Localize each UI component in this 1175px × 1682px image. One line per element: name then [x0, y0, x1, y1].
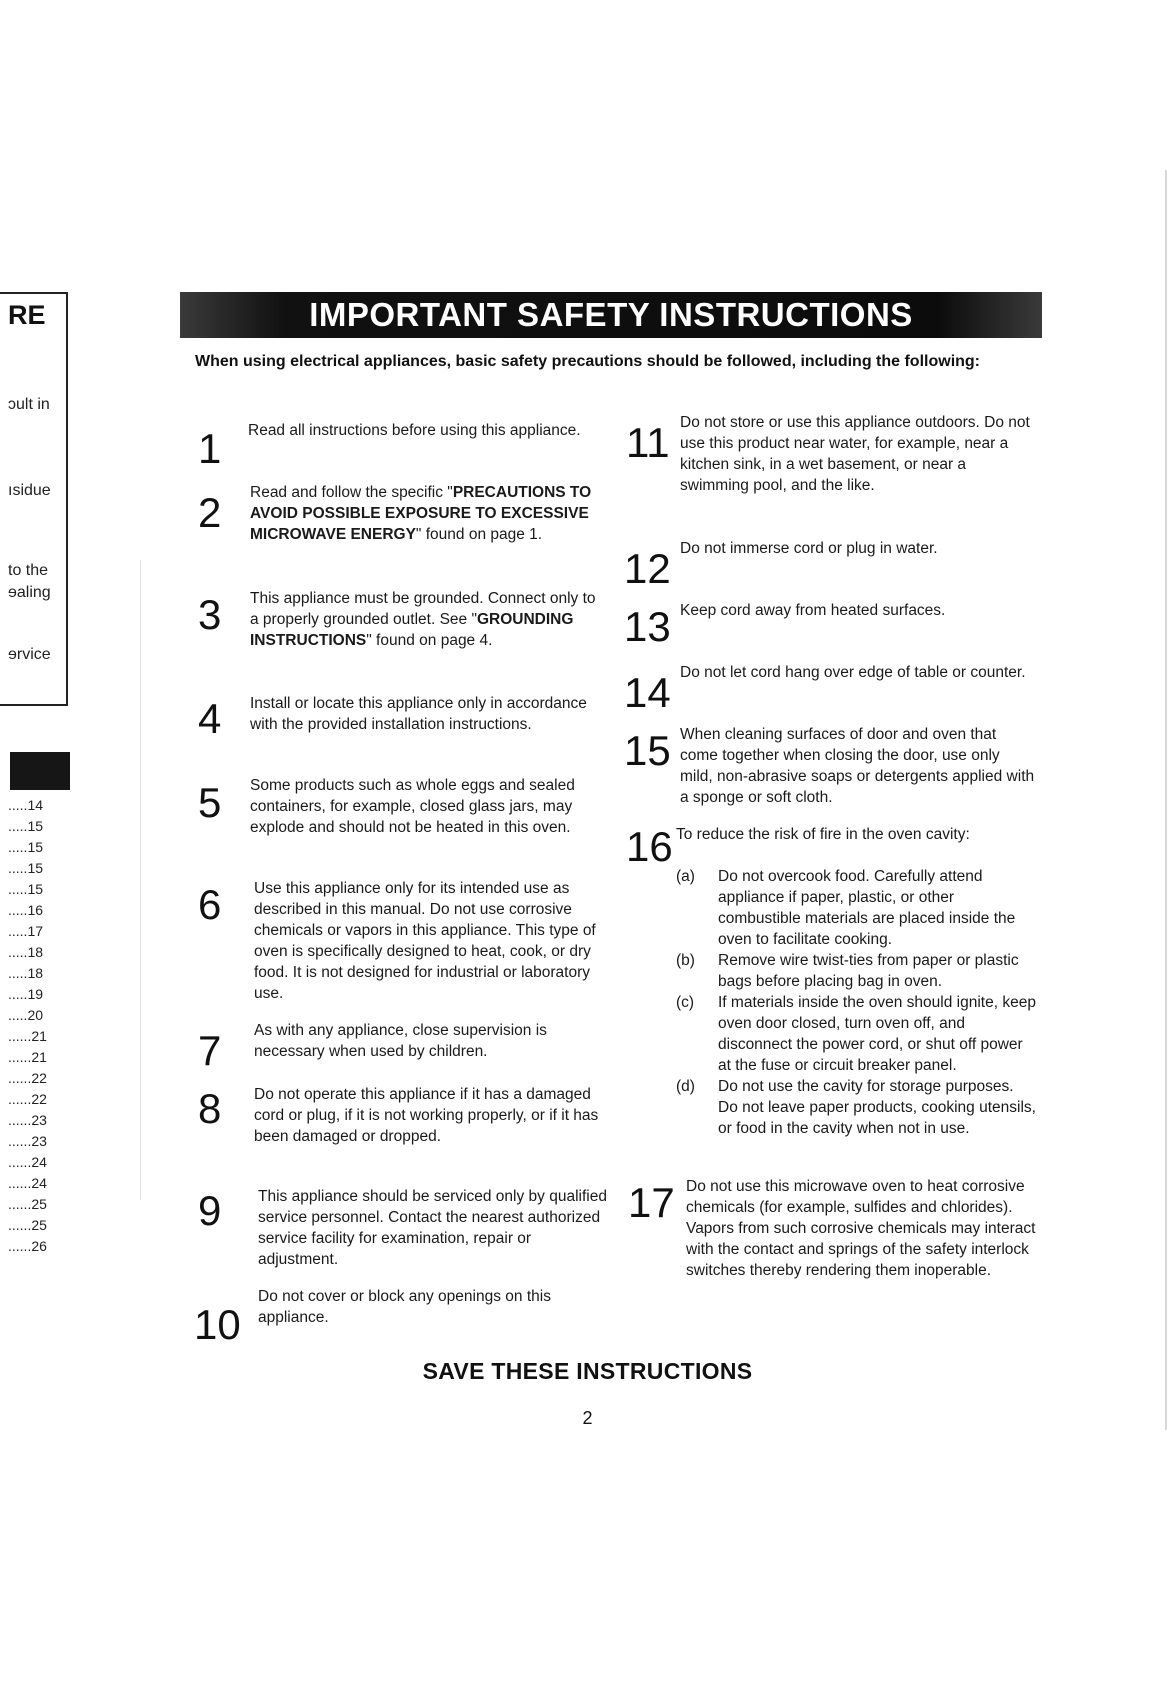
- toc-page: .....20: [8, 1007, 44, 1023]
- fragment-line: to the: [8, 562, 49, 579]
- toc-page: ......21: [8, 1049, 47, 1065]
- toc-page: ......22: [8, 1091, 47, 1107]
- instruction-number: 12: [624, 545, 671, 592]
- instruction-text: Do not cover or block any openings on this appliance.: [258, 1288, 551, 1326]
- sub-item-text: Remove wire twist-ties from paper or plastic bags before placing bag in oven.: [718, 952, 1019, 990]
- fragment-line: ısidue: [8, 482, 51, 499]
- instruction-number: 5: [198, 779, 222, 826]
- instruction-text: Read and follow the specific "PRECAUTIONS TO AVOID POSSIBLE EXPOSURE TO EXCESSIVE MICROWAVE ENERGY" found on page 1.: [250, 484, 592, 543]
- instruction-number: 9: [198, 1187, 222, 1234]
- sub-item-text: Do not overcook food. Carefully attend appliance if paper, plastic, or other combustible materials are placed inside the oven to facilitate cooking.: [718, 868, 1016, 948]
- sub-item-label: (c): [676, 994, 695, 1011]
- toc-page: .....19: [8, 986, 44, 1002]
- fragment-toc-page-list: [8, 795, 47, 1257]
- toc-page: .....14: [8, 797, 44, 813]
- toc-page: .....18: [8, 965, 44, 981]
- fragment-line: ɘrvice: [8, 646, 51, 663]
- toc-page: ......24: [8, 1175, 47, 1191]
- instruction-text: Do not store or use this appliance outdoors. Do not use this product near water, for example, near a kitchen sink, in a wet basement, or near a swimming pool, and the like.: [680, 414, 1030, 494]
- instruction-number: 15: [624, 727, 671, 774]
- sub-item-label: (b): [676, 952, 695, 969]
- instruction-text: To reduce the risk of fire in the oven cavity:: [676, 826, 970, 843]
- instruction-number: 16: [626, 823, 673, 870]
- instruction-number: 13: [624, 603, 671, 650]
- instruction-number: 17: [628, 1179, 675, 1226]
- toc-page: .....15: [8, 881, 44, 897]
- title-banner: [180, 292, 1042, 338]
- sub-item-label: (a): [676, 868, 695, 885]
- scan-edge-artifact: [1165, 170, 1167, 1430]
- toc-page: .....15: [8, 818, 44, 834]
- fragment-line: ɔult in: [8, 396, 50, 413]
- page-title: IMPORTANT SAFETY INSTRUCTIONS: [309, 296, 913, 333]
- instruction-number: 1: [198, 425, 222, 472]
- instruction-number: 10: [194, 1301, 241, 1348]
- instruction-text: Some products such as whole eggs and sealed containers, for example, closed glass jars, may explode and should not be heated in this oven.: [250, 777, 575, 836]
- toc-page: .....15: [8, 860, 44, 876]
- toc-page: ......21: [8, 1028, 47, 1044]
- instruction-text: This appliance must be grounded. Connect only to a properly grounded outlet. See "GROUNDING INSTRUCTIONS" found on page 4.: [250, 590, 596, 649]
- toc-page: ......26: [8, 1238, 47, 1254]
- instruction-text: Use this appliance only for its intended use as described in this manual. Do not use corrosive chemicals or vapors in this appliance. This type of oven is specifically designed to heat, cook, or dry food. It is not designed for industrial or laboratory use.: [254, 880, 596, 1002]
- intro-text: When using electrical appliances, basic safety precautions should be followed, including the following:: [195, 353, 981, 370]
- toc-page: ......25: [8, 1217, 47, 1233]
- toc-page: ......24: [8, 1154, 47, 1170]
- instruction-number: 2: [198, 489, 222, 536]
- save-these-instructions: SAVE THESE INSTRUCTIONS: [422, 1358, 753, 1384]
- instruction-text: Do not immerse cord or plug in water.: [680, 540, 938, 557]
- sub-item-label: (d): [676, 1078, 695, 1095]
- instruction-number: 7: [198, 1027, 222, 1074]
- sub-item-text: Do not use the cavity for storage purposes. Do not leave paper products, cooking utensils, or food in the cavity when not in use.: [718, 1078, 1036, 1137]
- toc-page: ......25: [8, 1196, 47, 1212]
- scan-fold-artifact: [140, 560, 141, 1200]
- toc-page: ......22: [8, 1070, 47, 1086]
- instruction-number: 3: [198, 591, 222, 638]
- fragment-black-tab: [10, 752, 70, 790]
- instruction-text: Keep cord away from heated surfaces.: [680, 602, 946, 619]
- instruction-text: As with any appliance, close supervision is necessary when used by children.: [254, 1022, 547, 1060]
- instruction-text: Do not operate this appliance if it has a damaged cord or plug, if it is not working properly, or if it has been damaged or dropped.: [254, 1086, 599, 1145]
- toc-page: .....15: [8, 839, 44, 855]
- instruction-text: This appliance should be serviced only by qualified service personnel. Contact the nearest authorized service facility for examination, repair or adjustment.: [258, 1188, 607, 1268]
- instruction-number: 6: [198, 881, 222, 928]
- instruction-number: 14: [624, 669, 671, 716]
- page-number: 2: [582, 1408, 593, 1428]
- toc-page: .....16: [8, 902, 44, 918]
- instruction-number: 11: [626, 419, 670, 466]
- toc-page: .....17: [8, 923, 44, 939]
- instruction-text: Install or locate this appliance only in accordance with the provided installation instructions.: [250, 695, 587, 733]
- instruction-text: Do not use this microwave oven to heat corrosive chemicals (for example, sulfides and chlorides). Vapors from such corrosive chemicals may interact with the contact and springs of the safety interlock switches thereby rendering them inoperable.: [686, 1178, 1036, 1279]
- toc-page: ......23: [8, 1112, 47, 1128]
- instruction-text: Read all instructions before using this appliance.: [248, 422, 581, 439]
- toc-page: .....18: [8, 944, 44, 960]
- instruction-text: Do not let cord hang over edge of table or counter.: [680, 664, 1026, 681]
- instruction-number: 8: [198, 1085, 222, 1132]
- fragment-title: RE: [8, 300, 46, 330]
- instruction-text: When cleaning surfaces of door and oven that come together when closing the door, use only mild, non-abrasive soaps or detergents applied with a sponge or soft cloth.: [680, 726, 1035, 806]
- sub-item-text: If materials inside the oven should ignite, keep oven door closed, turn oven off, and disconnect the power cord, or shut off power at the fuse or circuit breaker panel.: [718, 994, 1036, 1074]
- toc-page: ......23: [8, 1133, 47, 1149]
- instruction-number: 4: [198, 695, 222, 742]
- fragment-line: ɘaling: [8, 584, 51, 601]
